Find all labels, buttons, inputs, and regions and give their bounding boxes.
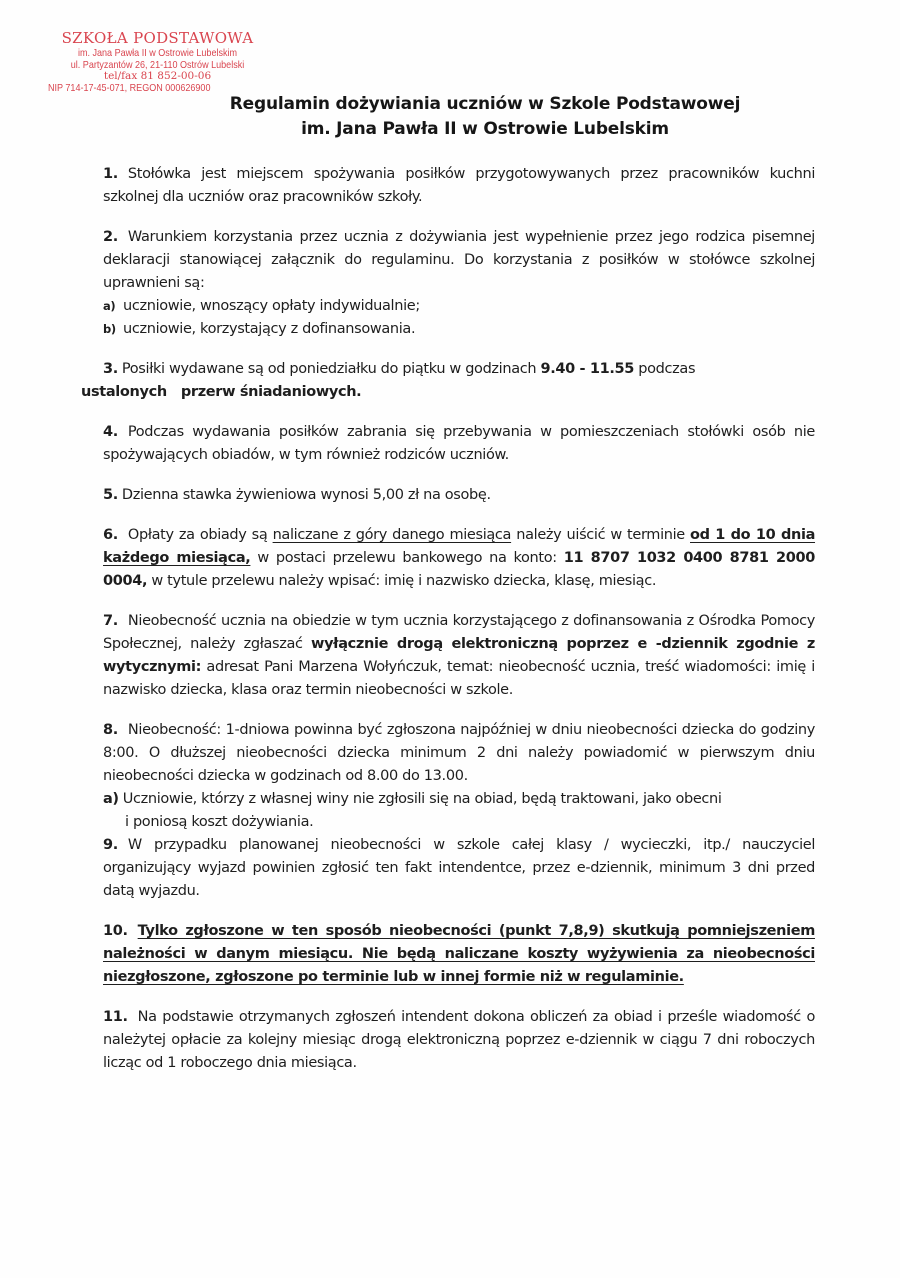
section-8-item-a <box>103 788 815 811</box>
section-2 <box>103 226 815 295</box>
section-number: 9. <box>103 837 118 853</box>
reported-absences-notice: Tylko zgłoszone w ten sposób nieobecności (punkt 7,8,9) skutkują pomniejszeniem należności w danym miesiącu. Nie będą naliczane koszty wyżywienia za nieobecności niezgłoszone, zgłoszone po terminie lub w innej formie niż w regulaminie. <box>103 923 815 985</box>
payment-deadline: od 1 do 10 dnia każdego miesiąca, <box>103 527 816 566</box>
section-11 <box>103 1006 815 1075</box>
serving-hours: 9.40 - 11.55 <box>540 361 635 377</box>
stamp-phone: tel/fax 81 852-00-06 <box>103 70 212 83</box>
section-text: Posiłki wydawane są od poniedziałku do piątku w godzinach <box>121 361 541 377</box>
electronic-only-notice: wyłącznie drogą elektroniczną poprzez e -dziennik zgodnie z wytycznymi: <box>103 636 816 675</box>
section-2-item-a <box>103 295 815 318</box>
item-text: uczniowie, wnoszący opłaty indywidualnie; <box>123 298 420 314</box>
section-text: W przypadku planowanej nieobecności w szkole całej klasy / wycieczki, itp./ nauczyciel organizujący wyjazd powinien zgłosić ten fakt intendentce, przez e-dziennik, minimum 3 dni przed datą wyjazdu. <box>103 837 815 899</box>
item-text: Uczniowie, którzy z własnej winy nie zgłosili się na obiad, będą traktowani, jako obecni <box>122 791 722 807</box>
school-stamp <box>50 30 265 95</box>
document-title <box>200 92 770 142</box>
title-line-1: Regulamin dożywiania uczniów w Szkole Podstawowej <box>229 94 741 114</box>
section-text: podczas <box>634 361 696 377</box>
section-text: Opłaty za obiady są <box>127 527 273 543</box>
section-number: 5. <box>103 487 118 503</box>
section-number: 3. <box>103 361 118 377</box>
section-number: 2. <box>103 229 118 245</box>
section-5 <box>103 484 815 507</box>
item-letter: b) <box>103 322 116 336</box>
bank-account-number: 11 8707 1032 0400 8781 2000 0004, <box>103 550 815 589</box>
section-8 <box>103 719 815 788</box>
breakfast-breaks: ustalonych przerw śniadaniowych. <box>81 384 362 400</box>
section-text: w postaci przelewu bankowego na konto: <box>250 550 564 566</box>
item-letter: a) <box>103 299 116 313</box>
section-text: w tytule przelewu należy wpisać: imię i nazwisko dziecka, klasę, miesiąc. <box>147 573 657 589</box>
section-text: należy uiścić w terminie <box>511 527 691 543</box>
section-6 <box>103 524 815 593</box>
title-line-2: im. Jana Pawła II w Ostrowie Lubelskim <box>301 119 669 139</box>
section-text: Stołówka jest miejscem spożywania posiłków przygotowywanych przez pracowników kuchni szkolnej dla uczniów oraz pracowników szkoły. <box>103 166 815 205</box>
stamp-title: SZKOŁA PODSTAWOWA <box>61 29 254 47</box>
item-text: uczniowie, korzystający z dofinansowania. <box>123 321 416 337</box>
section-number: 6. <box>103 527 118 543</box>
section-1 <box>103 163 815 209</box>
section-number: 11. <box>103 1009 128 1025</box>
section-text: Warunkiem korzystania przez ucznia z dożywiania jest wypełnienie przez jego rodzica pisemnej deklaracji stanowiącej załącznik do regulaminu. Do korzystania z posiłków w stołówce szkolnej uprawnieni są: <box>103 229 815 291</box>
section-4 <box>103 421 815 467</box>
daily-rate-text: Dzienna stawka żywieniowa wynosi 5,00 zł na osobę. <box>121 487 491 503</box>
section-number: 7. <box>103 613 118 629</box>
section-9 <box>103 834 815 903</box>
document-body <box>81 163 816 1075</box>
section-2-item-b <box>103 318 815 341</box>
section-number: 4. <box>103 424 118 440</box>
item-letter: a) <box>103 791 119 807</box>
section-text: adresat Pani Marzena Wołyńczuk, temat: nieobecność ucznia, treść wiadomości: imię i nazwisko dziecka, klasa oraz termin nieobecności w szkole. <box>103 659 815 698</box>
section-7 <box>103 610 815 702</box>
section-number: 8. <box>103 722 118 738</box>
section-8-item-a-continued: i poniosą koszt dożywiania. <box>125 814 314 830</box>
section-text: Nieobecność ucznia na obiedzie w tym ucznia korzystającego z dofinansowania z Ośrodka Pomocy Społecznej, należy zgłaszać <box>103 613 815 652</box>
section-text: Nieobecność: 1-dniowa powinna być zgłoszona najpóźniej w dniu nieobecności dziecka do godziny 8:00. O dłuższej nieobecności dziecka minimum 2 dni należy powiadomić w pierwszym dniu nieobecności dziecka w godzinach od 8.00 do 13.00. <box>103 722 815 784</box>
section-number: 1. <box>103 166 118 182</box>
section-text: Podczas wydawania posiłków zabrania się przebywania w pomieszczeniach stołówki osób nie spożywających obiadów, w tym również rodziców uczniów. <box>103 424 815 463</box>
section-3 <box>81 358 815 404</box>
stamp-school-name: im. Jana Pawła II w Ostrowie Lubelskim <box>77 46 238 59</box>
stamp-nip-regon: NIP 714-17-45-071, REGON 000626900 <box>48 82 211 95</box>
stamp-address: ul. Partyzantów 26, 21-110 Ostrów Lubelski <box>70 58 245 71</box>
section-number: 10. <box>103 923 128 939</box>
charged-in-advance: naliczane z góry danego miesiąca <box>272 527 512 543</box>
section-text: Na podstawie otrzymanych zgłoszeń intendent dokona obliczeń za obiad i prześle wiadomość o należytej opłacie za kolejny miesiąc drogą elektroniczną poprzez e-dziennik w ciągu 7 dni roboczych licząc od 1 roboczego dnia miesiąca. <box>103 1009 815 1071</box>
section-10 <box>103 920 815 989</box>
